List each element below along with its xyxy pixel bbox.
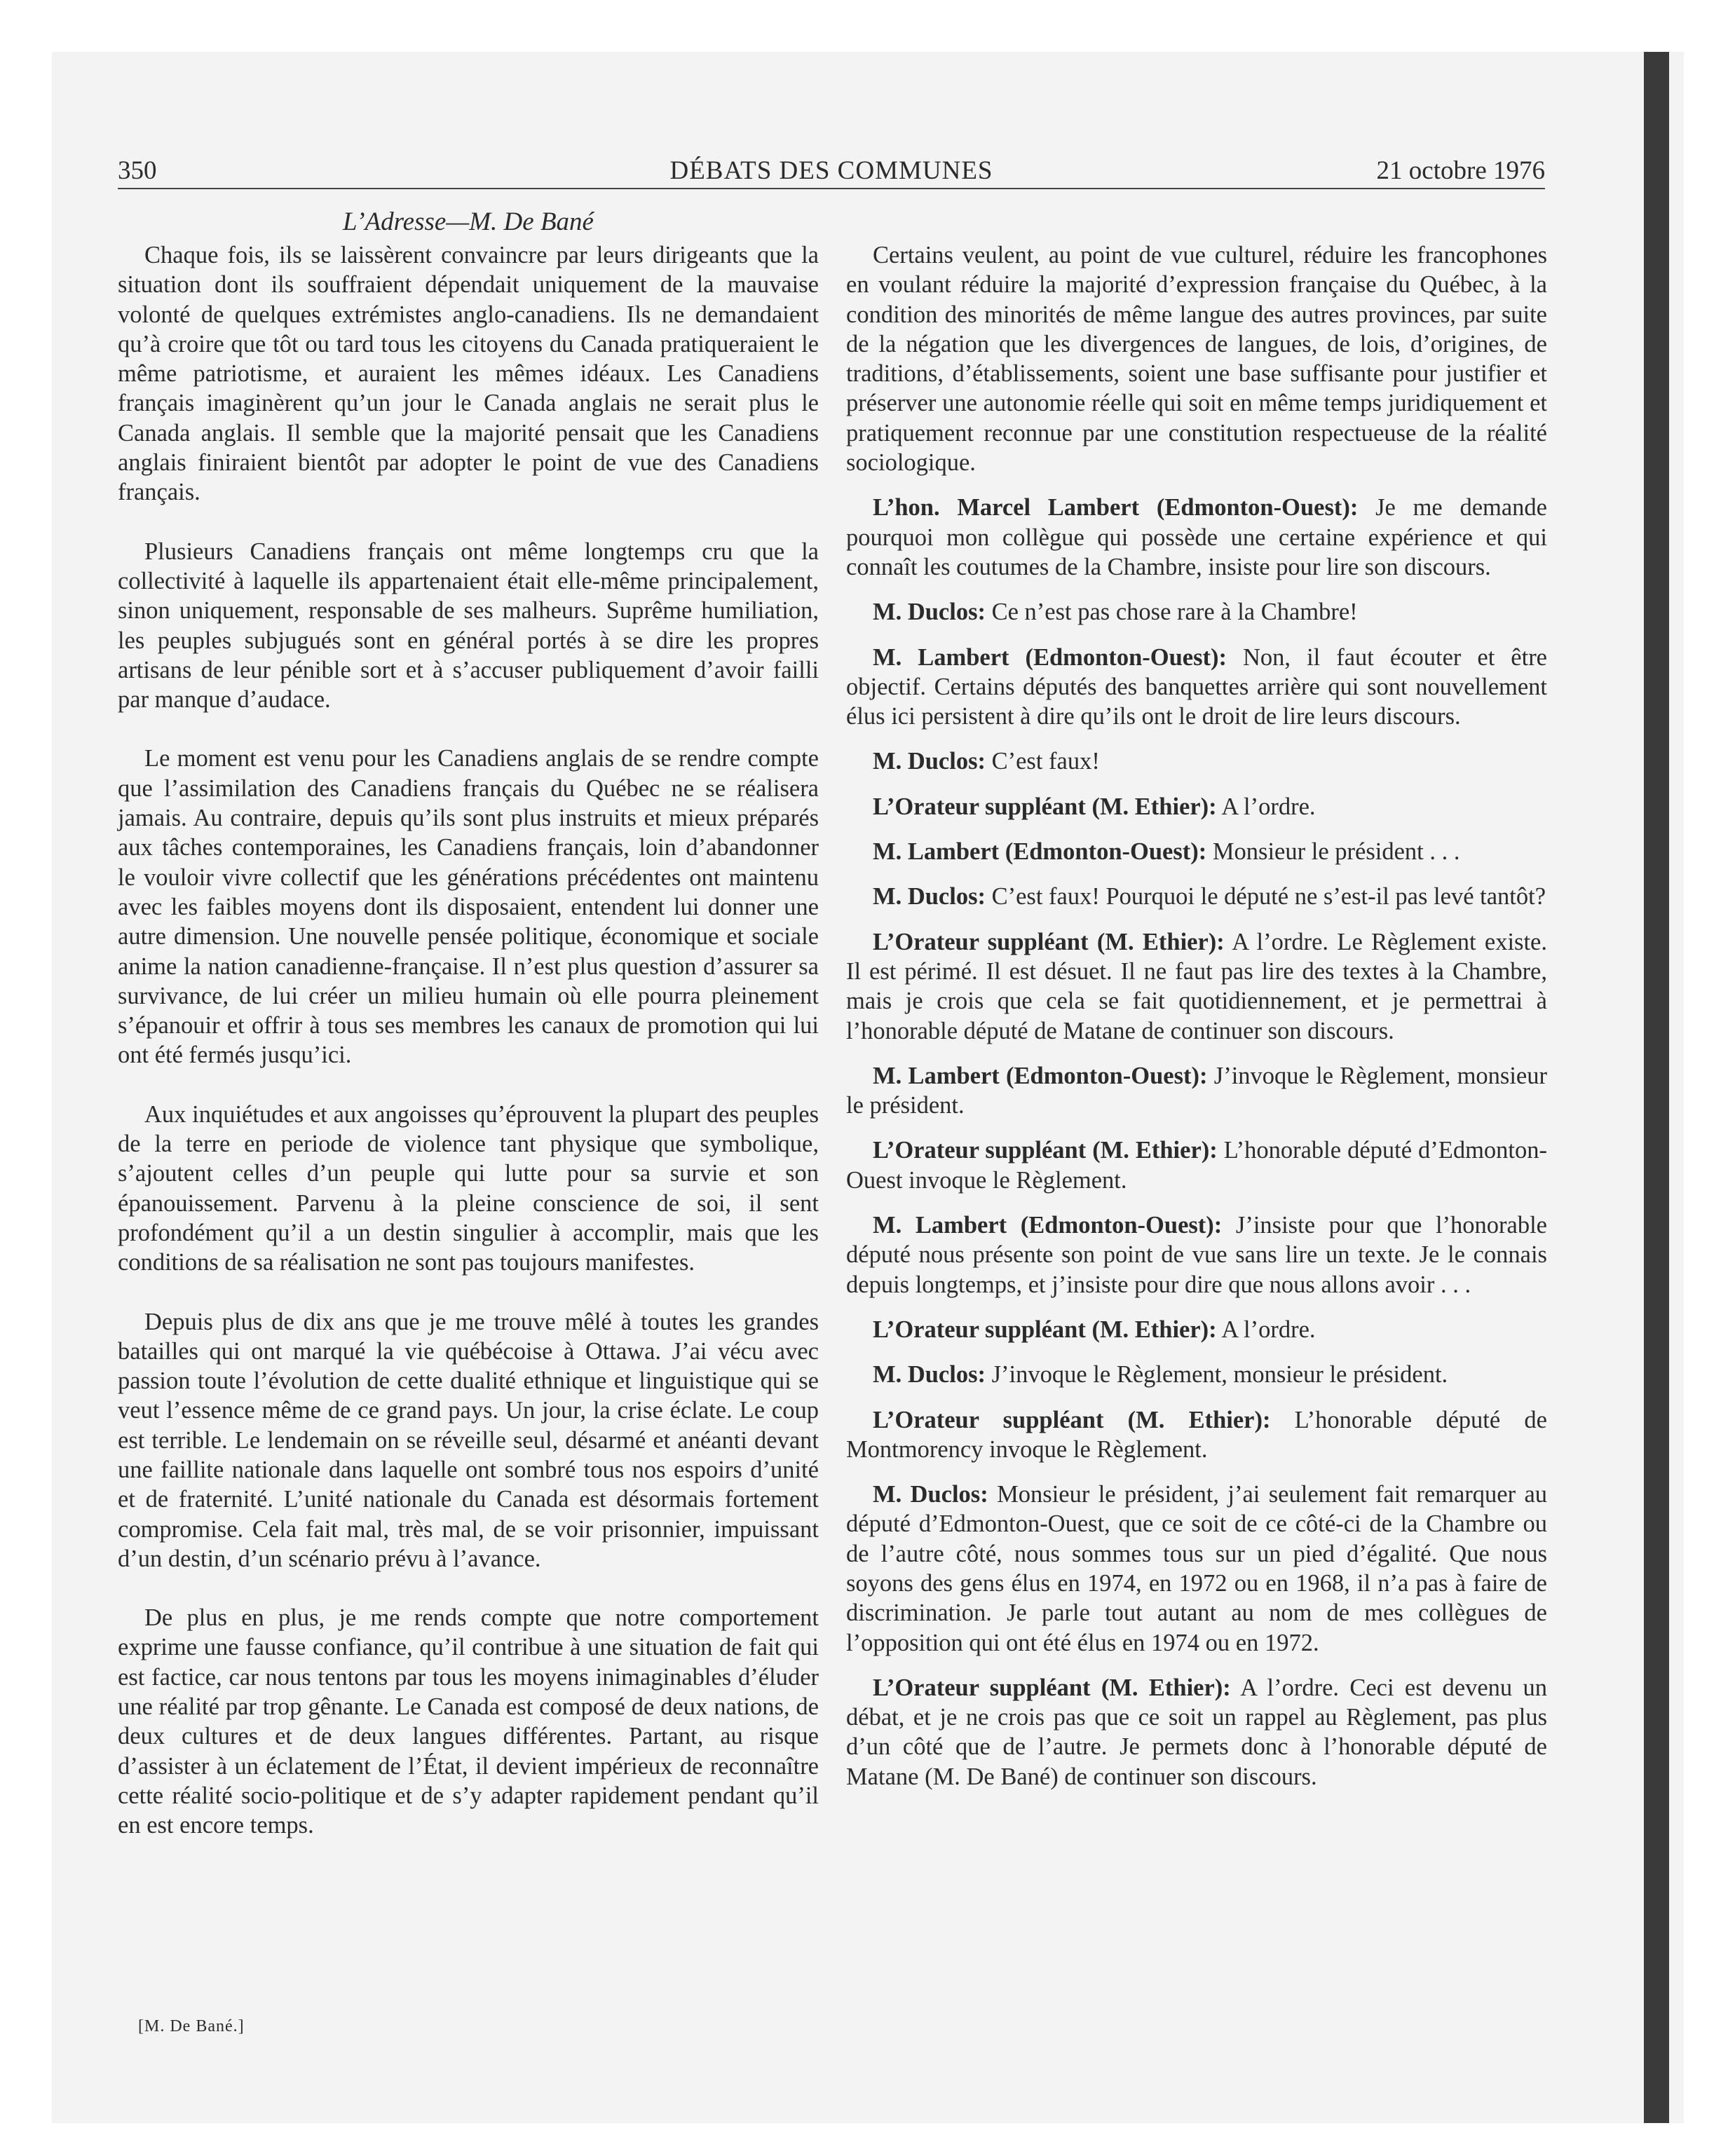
speaker-name: M. Duclos:: [873, 599, 986, 626]
paragraph: [846, 643, 1547, 732]
paragraph: Chaque fois, ils se laissèrent convaincre par leurs dirigeants que la situation dont ils souffraient dépendait uniquement de la mauvaise volonté de quelques extrémistes anglo-canadiens. Ils ne demandaient qu’à croire que tôt ou tard tous les citoyens du Canada pratiqueraient le même patriotisme, et auraient les mêmes idéaux. Les Canadiens français imaginèrent qu’un jour le Canada anglais ne serait plus le Canada anglais. Il semble que la majorité pensait que les Canadiens anglais finiraient bientôt par adopter le point de vue des Canadiens français.: [118, 242, 819, 506]
speech-text: A l’ordre. Ceci est devenu un débat, et je ne crois pas que ce soit un rappel au Règlement, pas plus d’un côté que de l’autre. Je permets donc à l’honorable député de Matane (M. De Bané) de continuer son discours.: [846, 1674, 1547, 1790]
speaker-name: M. Duclos:: [873, 1481, 988, 1508]
paragraph: [846, 597, 1547, 627]
paragraph: [846, 493, 1547, 582]
paragraph: [846, 792, 1547, 821]
speaker-name: L’hon. Marcel Lambert (Edmonton-Ouest):: [873, 494, 1359, 521]
paragraph: [846, 1405, 1547, 1465]
speech-text: J’invoque le Règlement, monsieur le président.: [985, 1361, 1448, 1389]
speaker-name: M. Lambert (Edmonton-Ouest):: [873, 1212, 1223, 1239]
speaker-name: M. Duclos:: [873, 1361, 986, 1389]
paragraph: Le moment est venu pour les Canadiens anglais de se rendre compte que l’assimilation des Canadiens français du Québec ne se réalisera jamais. Au contraire, depuis qu’ils sont plus instruits et mieux préparés aux tâches contemporaines, les Canadiens français, loin d’abandonner le vouloir vivre collectif que les générations précédentes ont maintenu avec les faibles moyens dont ils disposaient, entendent lui donner une autre dimension. Une nouvelle pensée politique, économique et sociale anime la nation canadienne-française. Il n’est plus question d’assurer sa survivance, de lui créer un milieu humain où elle pourra pleinement s’épanouir et offrir à tous ses membres les canaux de promotion qui lui ont été fermés jusqu’ici.: [118, 745, 819, 1069]
speech-text: A l’ordre.: [1216, 793, 1316, 820]
speech-text: C’est faux! Pourquoi le député ne s’est-il pas levé tantôt?: [985, 883, 1546, 910]
speech-text: L’honorable député de Montmorency invoque le Règlement.: [846, 1406, 1547, 1463]
paragraph: De plus en plus, je me rends compte que notre comportement exprime une fausse confiance, qu’il contribue à une situation de fait qui est factice, car nous tentons par tous les moyens inimaginables d’éluder une réalité par trop gênante. Le Canada est composé de deux nations, de deux cultures et de deux langues différentes. Partant, au risque d’assister à un éclatement de l’État, il devient impérieux de reconnaître cette réalité socio-politique et de s’y adapter rapidement pendant qu’il en est encore temps.: [118, 1604, 819, 1839]
paragraph: [846, 1061, 1547, 1121]
speech-text: Je me demande pourquoi mon collègue qui possède une certaine expérience et qui connaît les coutumes de la Chambre, insiste pour lire son discours.: [846, 494, 1547, 580]
speaker-name: L’Orateur suppléant (M. Ethier):: [873, 928, 1225, 955]
speech-text: J’invoque le Règlement, monsieur le président.: [846, 1062, 1547, 1119]
scan-edge-shadow: [1644, 52, 1669, 2123]
speech-text: C’est faux!: [985, 748, 1100, 775]
right-column: [846, 240, 1547, 1807]
section-subheading: L’Adresse—M. De Bané: [343, 207, 594, 236]
left-column: [118, 240, 819, 1870]
speaker-name: M. Lambert (Edmonton-Ouest):: [873, 838, 1207, 866]
paragraph: [846, 1480, 1547, 1658]
speaker-name: L’Orateur suppléant (M. Ethier):: [873, 793, 1217, 820]
speaker-name: M. Lambert (Edmonton-Ouest):: [873, 1062, 1208, 1089]
paragraph: Depuis plus de dix ans que je me trouve mêlé à toutes les grandes batailles qui ont marqué la vie québécoise à Ottawa. J’ai vécu avec passion toute l’évolution de cette dualité ethnique et linguistique qui se veut l’essence même de ce grand pays. Un jour, la crise éclate. Le coup est terrible. Le lendemain on se réveille seul, désarmé et anéanti devant une faillite nationale dans laquelle ont sombré tous nos espoirs d’unité et de fraternité. L’unité nationale du Canada est désormais fortement compromise. Cela fait mal, très mal, de se voir prisonnier, impuissant d’un destin, d’un scénario prévu à l’avance.: [118, 1308, 819, 1572]
paragraph: [846, 1210, 1547, 1299]
paragraph: [846, 1360, 1547, 1389]
paragraph: [846, 746, 1547, 776]
publication-date: 21 octobre 1976: [1376, 156, 1545, 185]
page-number: 350: [118, 156, 157, 185]
publication-title: DÉBATS DES COMMUNES: [669, 156, 993, 185]
speech-text: Certains veulent, au point de vue culturel, réduire les francophones en voulant réduire la majorité d’expression française du Québec, à la condition des minorités de même langue des autres provinces, par suite de la négation que les divergences de langues, de lois, d’origines, de traditions, d’établissements, soient une base suffisante pour justifier et préserver une autonomie réelle qui soit en même temps juridiquement et pratiquement reconnue par une constitution respectueuse de la réalité sociologique.: [846, 242, 1547, 477]
speaker-name: M. Lambert (Edmonton-Ouest):: [873, 643, 1227, 671]
paragraph: Plusieurs Canadiens français ont même longtemps cru que la collectivité à laquelle ils appartenaient était elle-même principalement, sinon uniquement, responsable de ses malheurs. Suprême humiliation, les peuples subjugués sont en général portés à se dire les propres artisans de leur pénible sort et à s’accuser publiquement d’avoir failli par manque d’audace.: [118, 538, 819, 714]
paragraph: [846, 837, 1547, 866]
speaker-name: L’Orateur suppléant (M. Ethier):: [873, 1316, 1217, 1343]
speech-text: L’honorable député d’Edmonton-Ouest invoque le Règlement.: [846, 1137, 1547, 1194]
speech-text: Ce n’est pas chose rare à la Chambre!: [985, 599, 1358, 626]
speaker-name: L’Orateur suppléant (M. Ethier):: [873, 1406, 1271, 1433]
header-rule: [118, 188, 1545, 189]
page-header: [118, 153, 1545, 189]
speaker-name: M. Duclos:: [873, 883, 986, 910]
speech-text: A l’ordre. Le Règlement existe. Il est périmé. Il est désuet. Il ne faut pas lire des textes à la Chambre, mais je crois que cela se fait quotidiennement, et je permettrai à l’honorable député de Matane de continuer son discours.: [846, 928, 1547, 1044]
speaker-note: [M. De Bané.]: [138, 2017, 245, 2035]
speech-text: A l’ordre.: [1216, 1316, 1316, 1343]
paragraph: Aux inquiétudes et aux angoisses qu’éprouvent la plupart des peuples de la terre en periode de violence tant physique que symbolique, s’ajoutent celles d’un peuple qui lutte pour sa survie et son épanouissement. Parvenu à la pleine conscience de soi, il sent profondément qu’il a un destin singulier à accomplir, mais que les conditions de sa réalisation ne sont pas toujours manifestes.: [118, 1100, 819, 1276]
speaker-name: L’Orateur suppléant (M. Ethier):: [873, 1137, 1218, 1164]
speech-text: Monsieur le président . . .: [1206, 838, 1460, 866]
paragraph: [846, 1315, 1547, 1344]
paragraph: [846, 1135, 1547, 1195]
speech-text: Monsieur le président, j’ai seulement fait remarquer au député d’Edmonton-Ouest, que ce soit de ce côté-ci de la Chambre ou de l’autre côté, nous sommes tous sur un pied d’égalité. Que nous soyons des gens élus en 1974, en 1972 ou en 1968, il n’a pas à faire de discrimination. Je parle tout autant au nom de mes collègues de l’opposition qui ont été élus en 1974 ou en 1972.: [846, 1481, 1548, 1656]
paragraph: [846, 927, 1547, 1046]
paragraph: [846, 882, 1547, 911]
speech-text: J’insiste pour que l’honorable député nous présente son point de vue sans lire un texte. Je le connais depuis longtemps, et j’insiste pour dire que nous allons avoir . . .: [846, 1212, 1547, 1298]
paragraph: [846, 240, 1547, 477]
paragraph: [846, 1673, 1547, 1792]
speech-text: Non, il faut écouter et être objectif. Certains députés des banquettes arrière qui sont nouvellement élus ici persistent à dire qu’ils ont le droit de lire leurs discours.: [846, 643, 1547, 730]
speaker-name: M. Duclos:: [873, 748, 986, 775]
speaker-name: L’Orateur suppléant (M. Ethier):: [873, 1674, 1231, 1701]
